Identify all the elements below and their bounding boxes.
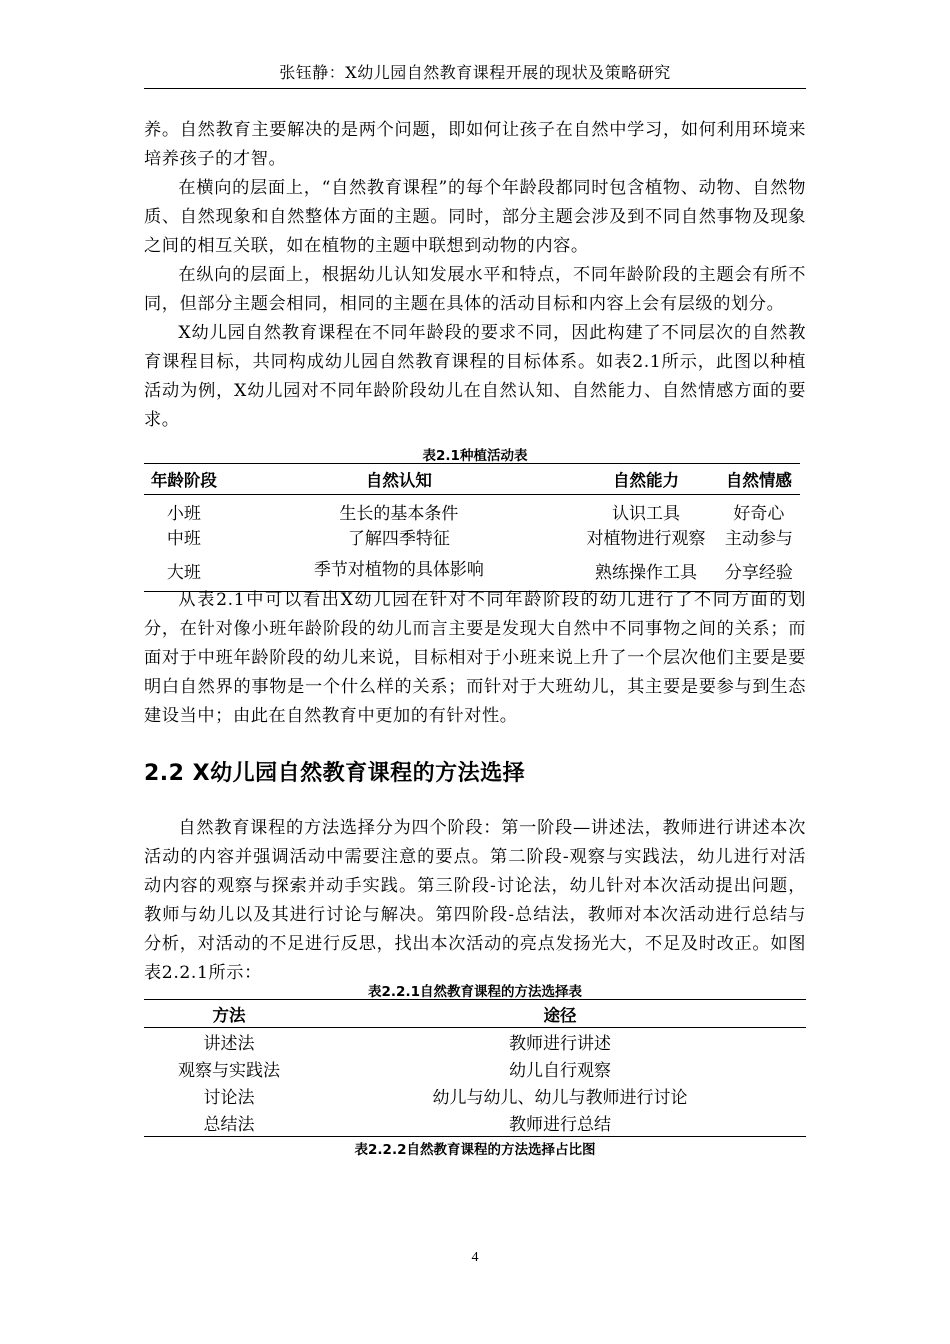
table-row [144,1109,806,1137]
table2-header-approach: 途径 [543,1005,577,1025]
page-header: 张钰静：X幼儿园自然教育课程开展的现状及策略研究 [279,63,671,82]
table-cell: 认识工具 [611,504,680,524]
method-selection-table [144,999,806,1137]
table-cell: 对植物进行观察 [586,529,706,549]
table-cell: 大班 [166,562,201,583]
paragraph-horizontal: 在横向的层面上，“自然教育课程”的每个年龄段都同时包含植物、动物、自然物质、自然现象和自然整体方面的主题。同时，部分主题会涉及到不同自然事物及现象之间的相互关联，如在植物的主题中联想到动物的内容。 [144,178,806,256]
paragraph-goals: X幼儿园自然教育课程在不同年龄段的要求不同，因此构建了不同层次的自然教育课程目标，共同构成幼儿园自然教育课程的目标体系。如表2.1所示，此图以种植活动为例，X幼儿园对不同年龄阶段幼儿在自然认知、自然能力、自然情感方面的要求。 [144,323,806,430]
table-cell: 了解四季特征 [347,529,450,549]
table1-header-age: 年龄阶段 [150,471,217,490]
table-cell: 教师进行讲述 [509,1034,611,1054]
table-row [144,1055,806,1082]
paragraph-analysis: 从表2.1中可以看出X幼儿园在针对不同年龄阶段的幼儿进行了不同方面的划分，在针对像小班年龄阶段的幼儿而言主要是发现大自然中不同事物之间的关系；而面对于中班年龄阶段的幼儿来说，目标相对于小班来说上升了一个层次他们主要是要明白自然界的事物是一个什么样的关系；而针对于大班幼儿，其主要是要参与到生态建设当中；由此在自然教育中更加的有针对性。 [144,590,806,726]
table-cell: 幼儿与幼儿、幼儿与教师进行讨论 [432,1088,688,1108]
table-row [144,524,800,549]
table-row [144,495,800,525]
table-row [144,1028,806,1056]
table2-header-method: 方法 [212,1005,246,1025]
intro-text-block [144,116,806,435]
table-cell: 总结法 [203,1115,255,1135]
table-row [144,1082,806,1109]
page-number: 4 [471,1250,479,1265]
table-cell: 讲述法 [203,1034,255,1054]
header-rule [144,88,806,89]
table1-header-cognition: 自然认知 [365,471,432,490]
paragraph-vertical: 在纵向的层面上，根据幼儿认知发展水平和特点，不同年龄阶段的主题会有所不同，但部分主题会相同，相同的主题在具体的活动目标和内容上会有层级的划分。 [144,265,806,314]
method-text-block [144,814,806,988]
table-cell: 生长的基本条件 [339,504,459,524]
paragraph-continuation: 养。自然教育主要解决的是两个问题，即如何让孩子在自然中学习，如何利用环境来培养孩子的才智。 [144,120,806,169]
paragraph-methods: 自然教育课程的方法选择分为四个阶段：第一阶段—讲述法，教师进行讲述本次活动的内容并强调活动中需要注意的要点。第二阶段-观察与实践法，幼儿进行对活动内容的观察与探索并动手实践。第三阶段-讨论法，幼儿针对本次活动提出问题，教师与幼儿以及其进行讨论与解决。第四阶段-总结法，教师对本次活动进行总结与分析，对活动的不足进行反思，找出本次活动的亮点发扬光大，不足及时改正。如图表2.2.1所示： [144,818,806,983]
table3-caption: 表2.2.2自然教育课程的方法选择占比图 [354,1142,596,1158]
table1-header-emotion: 自然情感 [725,471,792,490]
section-heading: 2.2 X幼儿园自然教育课程的方法选择 [144,761,526,786]
table-cell: 熟练操作工具 [594,562,697,583]
table2-caption: 表2.2.1自然教育课程的方法选择表 [368,984,582,1000]
table-cell: 中班 [166,529,201,549]
table-cell: 季节对植物的具体影响 [313,560,484,580]
table-cell: 讨论法 [203,1088,255,1108]
table-cell: 主动参与 [724,529,793,549]
table-cell: 好奇心 [733,504,785,524]
table-cell: 分享经验 [724,562,793,583]
table-cell: 小班 [166,504,201,524]
table-cell: 观察与实践法 [178,1061,280,1081]
table-cell: 教师进行总结 [509,1115,611,1135]
table1-header-ability: 自然能力 [612,471,679,490]
table-cell: 幼儿自行观察 [509,1061,611,1081]
planting-activity-table [144,463,800,592]
analysis-text-block [144,586,806,731]
table1-caption: 表2.1种植活动表 [422,448,528,464]
